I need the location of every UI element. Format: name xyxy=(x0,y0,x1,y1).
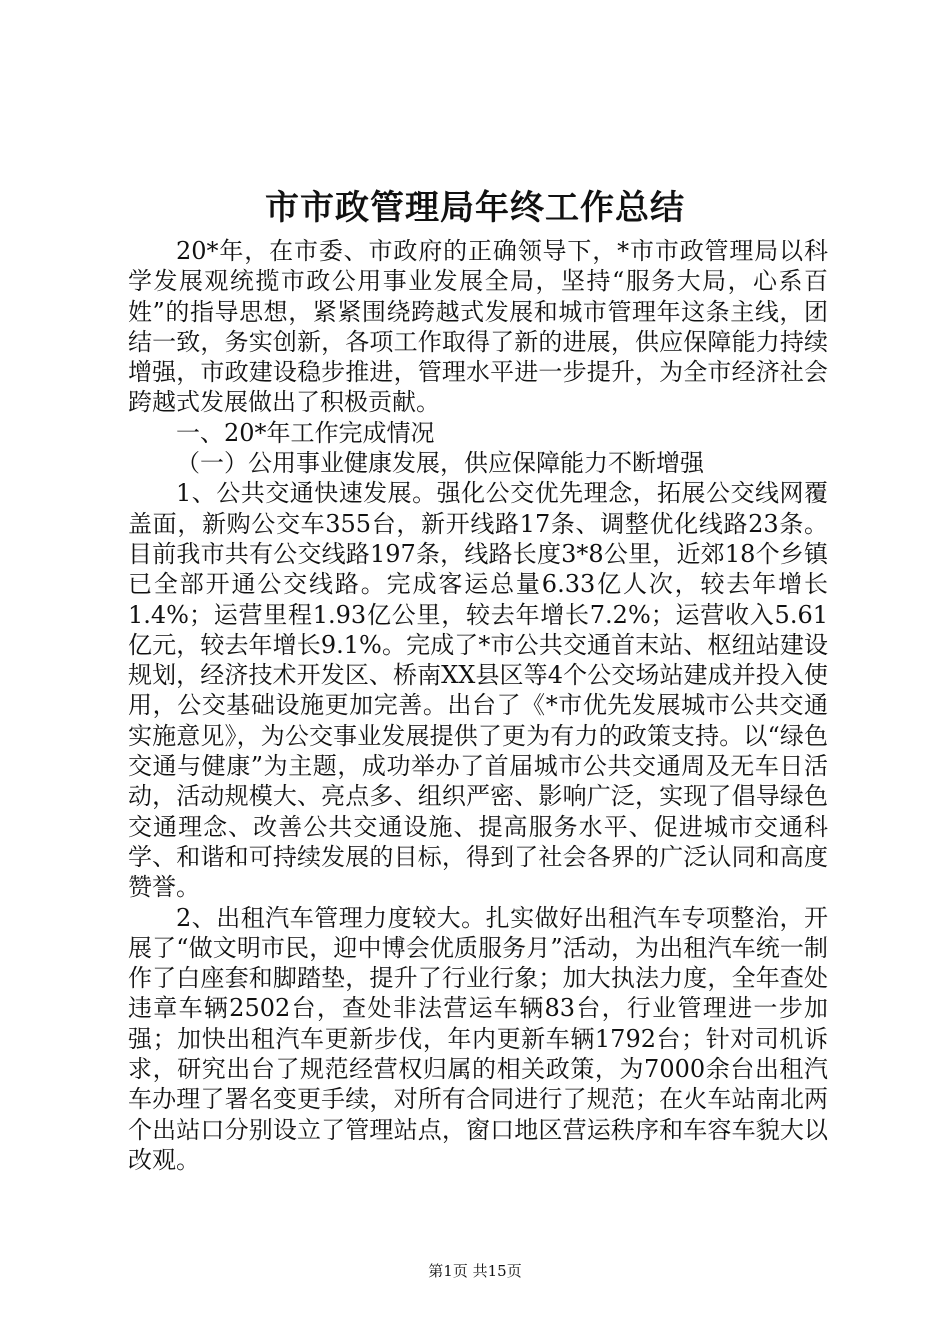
subsection-heading: （一）公用事业健康发展，供应保障能力不断增强 xyxy=(176,449,704,478)
public-transport-paragraph: 1、公共交通快速发展。强化公交优先理念，拓展公交线网覆盖面，新购公交车355台，新开线路17条、调整优化线路23条。目前我市共有公交线路197条，线路长度3*8公里，近郊18个乡镇已全部开通公交线路。完成客运总量6.33亿人次，较去年增长1.4%；运营里程1.93亿公里，较去年增长7.2%；运营收入5.61亿元，较去年增长9.1%。完成了*市公共交通首末站、枢纽站建设规划，经济技术开发区、桥南XX县区等4个公交场站建成并投入使用，公交基础设施更加完善。出台了《*市优先发展城市公共交通实施意见》，为公交事业发展提供了更为有力的政策支持。以“绿色交通与健康”为主题，成功举办了首届城市公共交通周及无车日活动，活动规模大、亮点多、组织严密、影响广泛，实现了倡导绿色交通理念、改善公共交通设施、提高服务水平、促进城市交通科学、和谐和可持续发展的目标，得到了社会各界的广泛认同和高度赞誉。 xyxy=(128,479,828,902)
taxi-management-paragraph: 2、出租汽车管理力度较大。扎实做好出租汽车专项整治，开展了“做文明市民，迎中博会优质服务月”活动，为出租汽车统一制作了白座套和脚踏垫，提升了行业行象；加大执法力度，全年查处违章车辆2502台，查处非法营运车辆83台，行业管理进一步加强；加快出租汽车更新步伐，年内更新车辆1792台；针对司机诉求，研究出台了规范经营权归属的相关政策，为7000余台出租汽车办理了署名变更手续，对所有合同进行了规范；在火车站南北两个出站口分别设立了管理站点，窗口地区营运秩序和车容车貌大以改观。 xyxy=(128,903,828,1174)
page-footer: 第1页 共15页 xyxy=(428,1262,522,1280)
section-heading: 一、20*年工作完成情况 xyxy=(176,418,435,447)
intro-paragraph: 20*年，在市委、市政府的正确领导下，*市市政管理局以科学发展观统揽市政公用事业发展全局，坚持“服务大局，心系百姓”的指导思想，紧紧围绕跨越式发展和城市管理年这条主线，团结一致，务实创新，各项工作取得了新的进展，供应保障能力持续增强，市政建设稳步推进，管理水平进一步提升，为全市经济社会跨越式发展做出了积极贡献。 xyxy=(128,237,828,417)
document-body xyxy=(128,236,828,1175)
document-title: 市市政管理局年终工作总结 xyxy=(265,188,685,228)
